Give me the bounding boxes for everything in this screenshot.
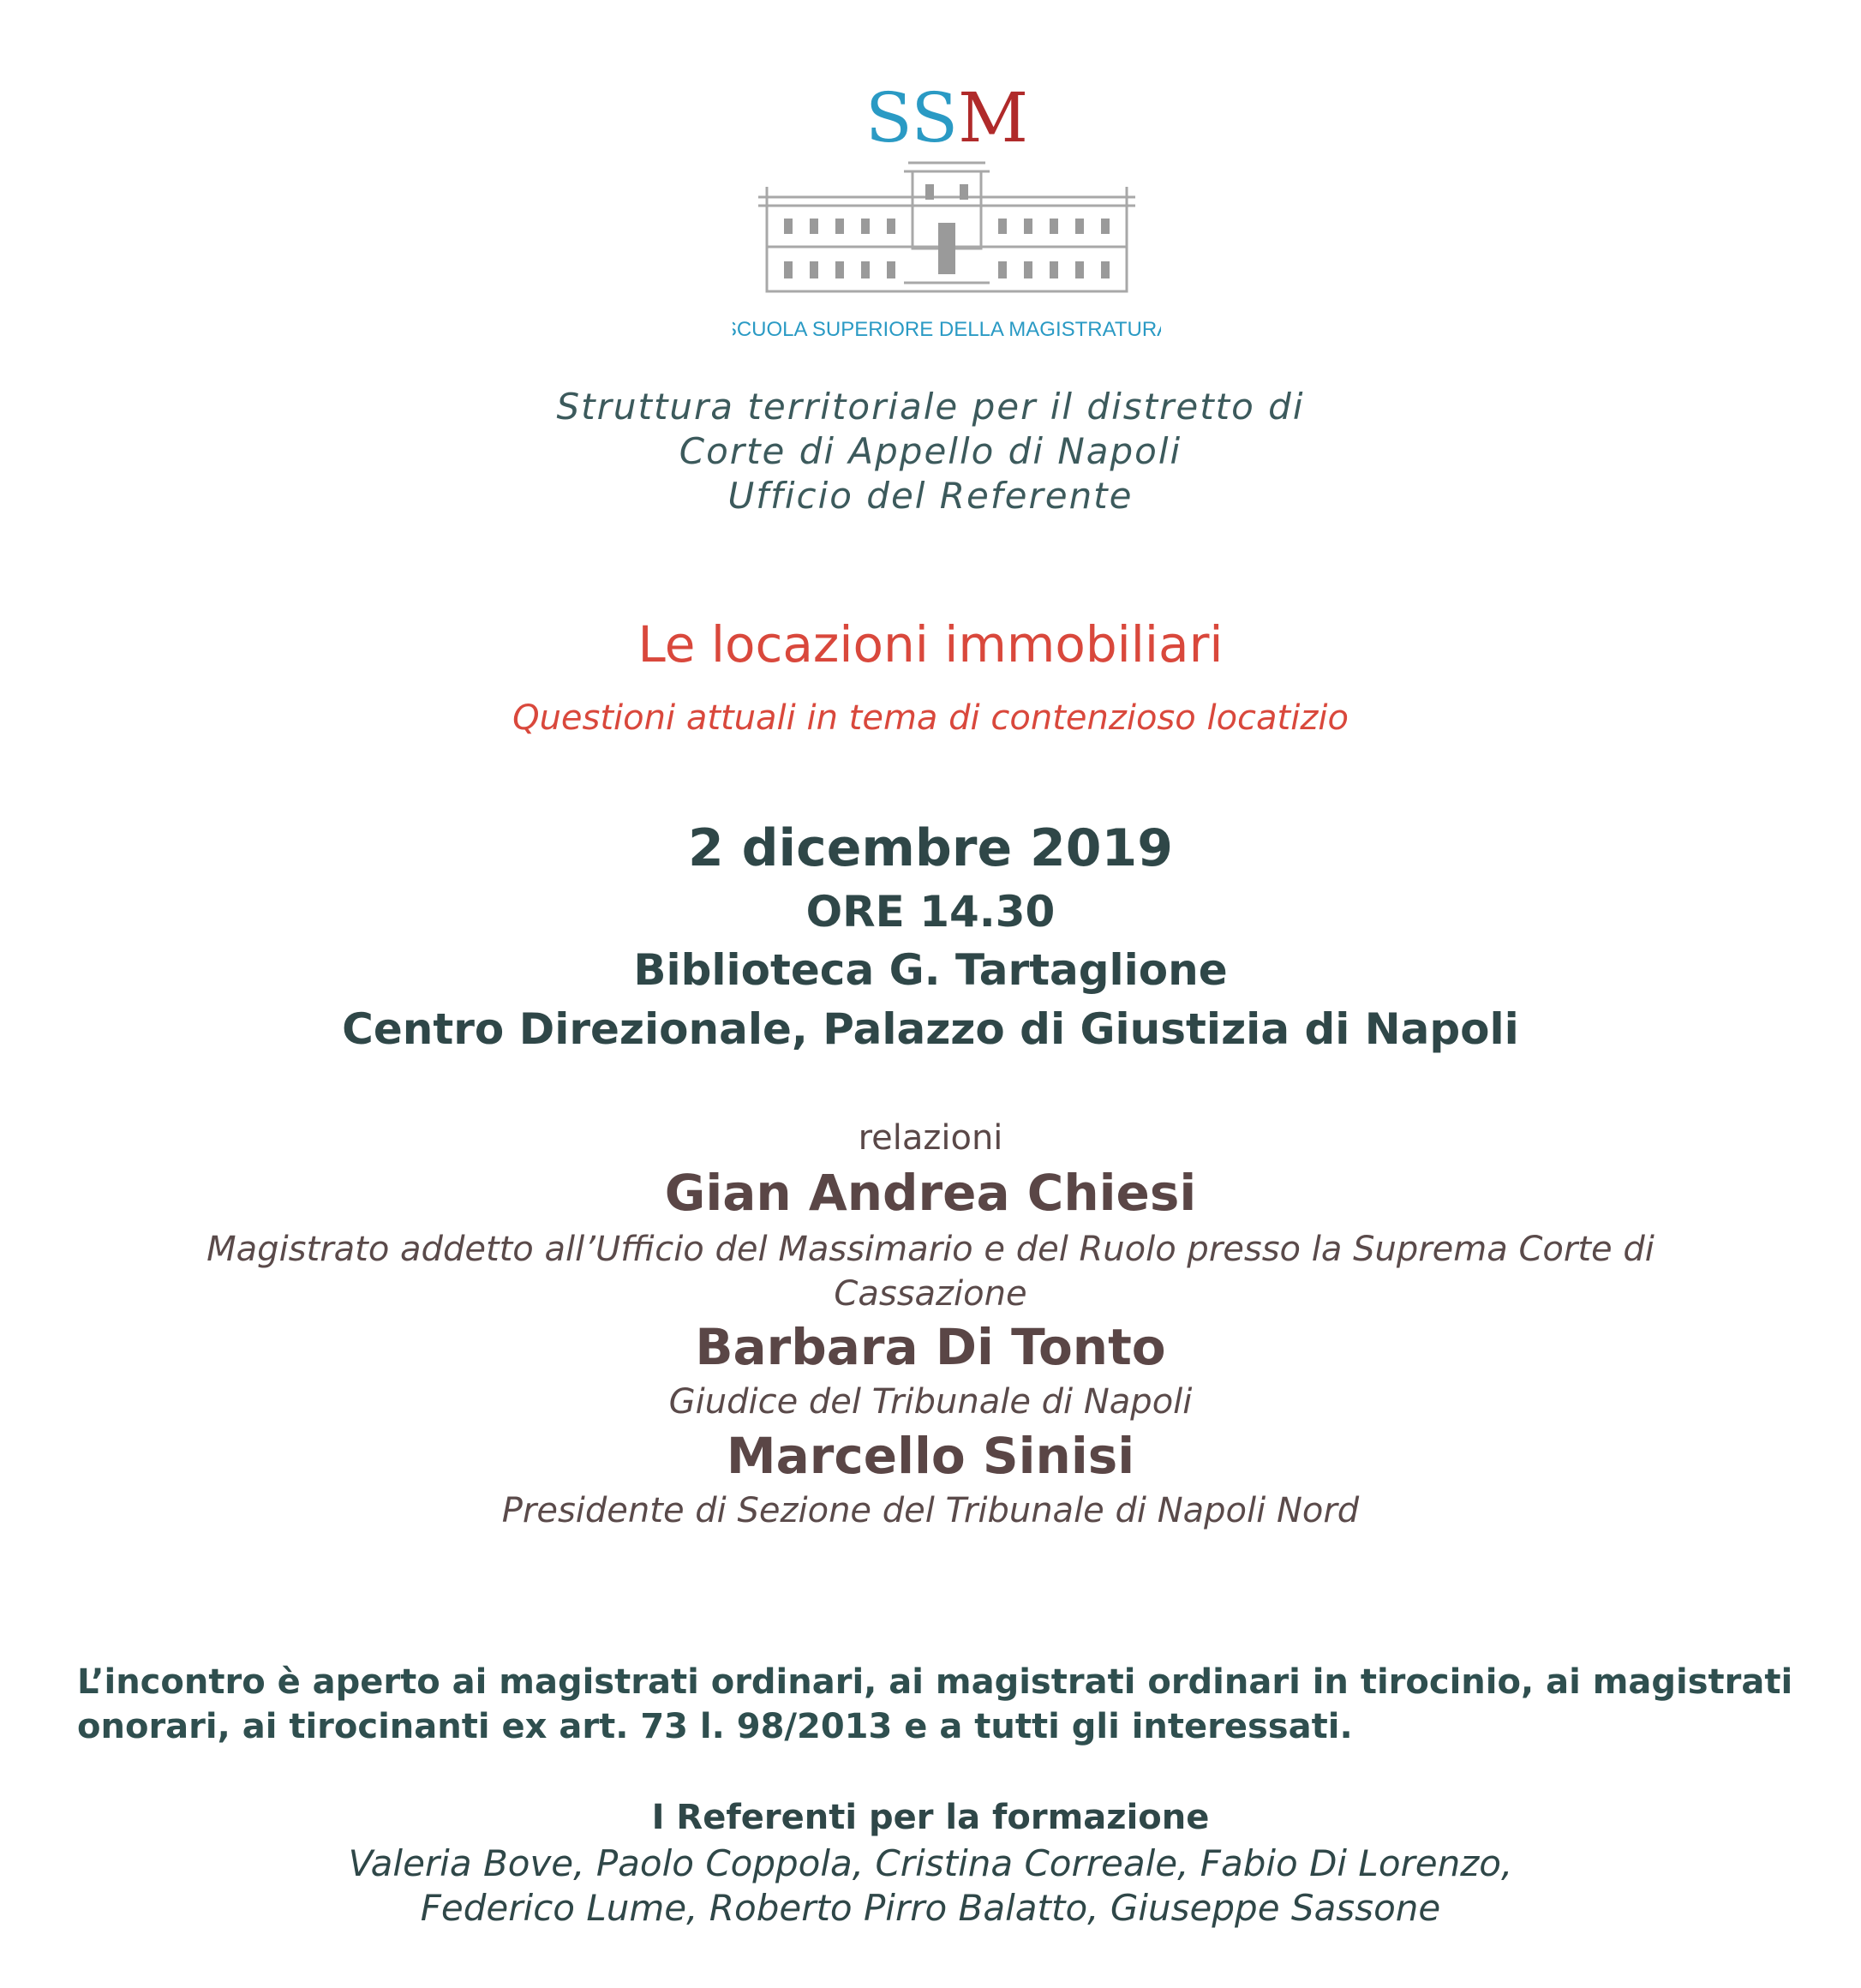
- event-date: 2 dicembre 2019: [687, 818, 1174, 878]
- referenti-names-line-2: Federico Lume, Roberto Pirro Balatto, Giuseppe Sassone: [420, 1887, 1441, 1929]
- relazioni-label: relazioni: [858, 1118, 1003, 1158]
- ssm-building-emblem: [733, 77, 1161, 351]
- speaker-role: Cassazione: [834, 1274, 1027, 1314]
- speaker-name: Barbara Di Tonto: [695, 1318, 1166, 1376]
- event-venue: Biblioteca G. Tartaglione: [633, 945, 1228, 995]
- ssm-logo: [733, 77, 1161, 351]
- speaker-role: Magistrato addetto all’Ufficio del Massimario e del Ruolo presso la Suprema Corte di: [206, 1230, 1655, 1269]
- notice-line-2: onorari, ai tirocinanti ex art. 73 l. 98/2013 e a tutti gli interessati.: [77, 1707, 1353, 1746]
- speaker-role: Presidente di Sezione del Tribunale di Napoli Nord: [501, 1491, 1360, 1530]
- notice-line-1: L’incontro è aperto ai magistrati ordinari, ai magistrati ordinari in tirocinio, ai magistrati: [77, 1662, 1793, 1702]
- event-time: ORE 14.30: [805, 887, 1056, 937]
- header-line-2: Corte di Appello di Napoli: [679, 430, 1182, 472]
- event-address: Centro Direzionale, Palazzo di Giustizia di Napoli: [342, 1004, 1519, 1054]
- header-line-1: Struttura territoriale per il distretto di: [556, 386, 1305, 428]
- event-title: Le locazioni immobiliari: [637, 615, 1224, 674]
- referenti-names-line-1: Valeria Bove, Paolo Coppola, Cristina Correale, Fabio Di Lorenzo,: [348, 1842, 1513, 1884]
- ssm-logo-letters: SSM: [865, 78, 1029, 158]
- speaker-name: Gian Andrea Chiesi: [664, 1164, 1197, 1222]
- event-subtitle: Questioni attuali in tema di contenzioso locatizio: [512, 698, 1349, 738]
- speaker-role: Giudice del Tribunale di Napoli: [668, 1382, 1193, 1422]
- referenti-title: I Referenti per la formazione: [651, 1798, 1210, 1837]
- speaker-name: Marcello Sinisi: [726, 1427, 1135, 1485]
- header-line-3: Ufficio del Referente: [727, 475, 1134, 517]
- ssm-logo-caption: SCUOLA SUPERIORE DELLA MAGISTRATURA: [733, 318, 1161, 341]
